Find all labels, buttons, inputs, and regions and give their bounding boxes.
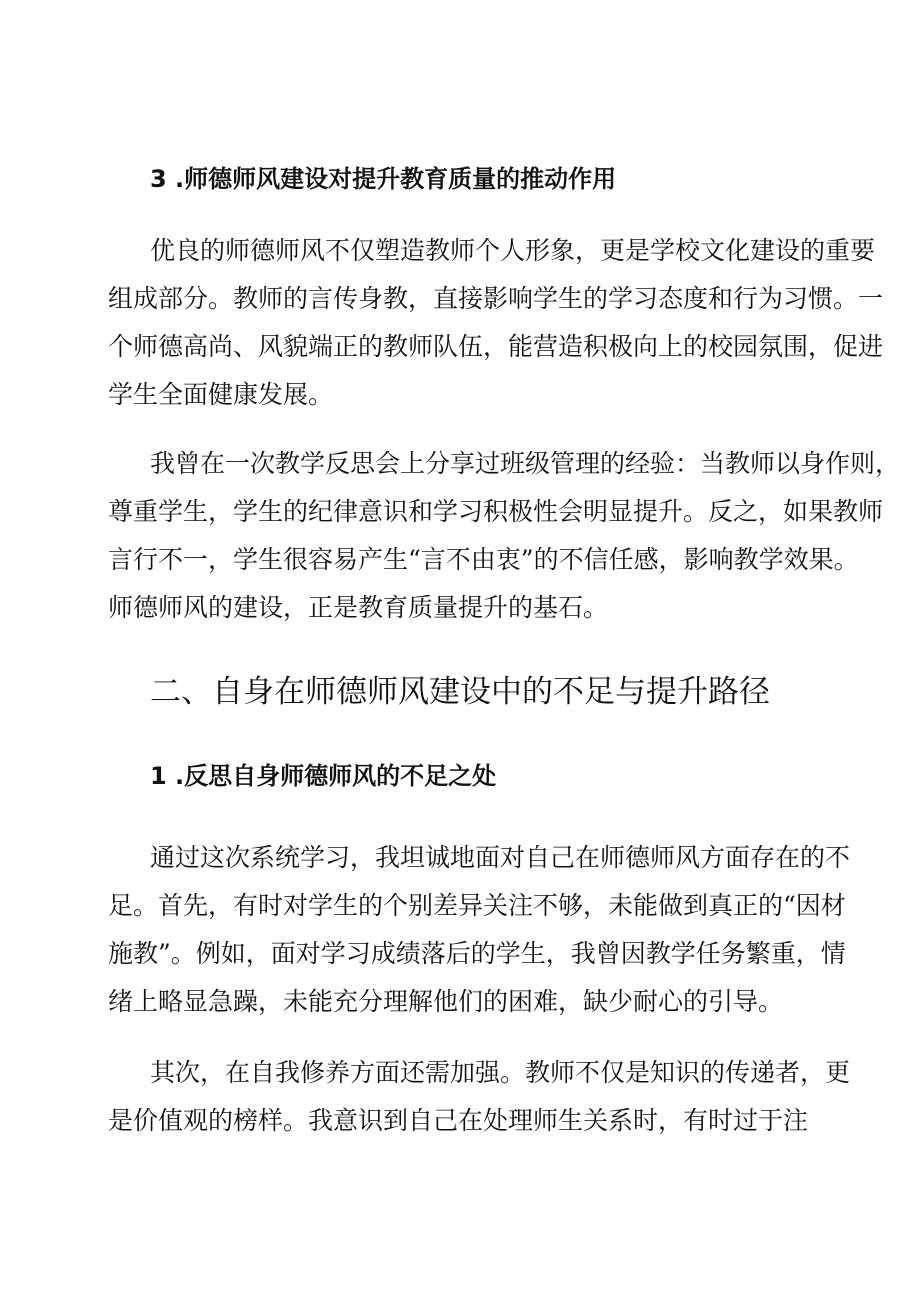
paragraph-line: 优良的师德师风不仅塑造教师个人形象，更是学校文化建设的重要 [150,236,876,265]
paragraph-line: 组成部分。教师的言传身教，直接影响学生的学习态度和行为习惯。一 [108,284,884,313]
paragraph-line: 是价值观的榜样。我意识到自己在处理师生关系时，有时过于注 [108,1106,809,1135]
section-1-paragraph-2 [108,1049,851,1145]
paragraph-line: 我曾在一次教学反思会上分享过班级管理的经验：当教师以身作则， [150,449,901,478]
section-3-heading: 3 .师德师风建设对提升教育质量的推动作用 [150,165,617,193]
section-1-paragraph-1 [108,834,851,1026]
section-3-paragraph-2 [108,440,901,632]
paragraph-line: 其次，在自我修养方面还需加强。教师不仅是知识的传递者，更 [150,1058,851,1087]
section-1-heading: 1 .反思自身师德师风的不足之处 [150,762,497,790]
section-3-paragraph-1 [108,227,884,419]
paragraph-line: 绪上略显急躁，未能充分理解他们的困难，缺少耐心的引导。 [108,987,784,1016]
chapter-2-heading: 二、自身在师德师风建设中的不足与提升路径 [150,674,770,710]
paragraph-line: 尊重学生，学生的纪律意识和学习积极性会明显提升。反之，如果教师 [108,497,884,526]
paragraph-line: 学生全面健康发展。 [108,380,334,409]
paragraph-line: 言行不一，学生很容易产生“言不由衷”的不信任感，影响教学效果。 [108,545,859,574]
paragraph-line: 通过这次系统学习，我坦诚地面对自己在师德师风方面存在的不 [150,843,851,872]
paragraph-line: 足。首先，有时对学生的个别差异关注不够，未能做到真正的“因材 [108,891,846,920]
paragraph-line: 个师德高尚、风貌端正的教师队伍，能营造积极向上的校园氛围，促进 [108,332,884,361]
paragraph-line: 施教”。例如，面对学习成绩落后的学生，我曾因教学任务繁重，情 [108,939,846,968]
paragraph-line: 师德师风的建设，正是教育质量提升的基石。 [108,593,609,622]
